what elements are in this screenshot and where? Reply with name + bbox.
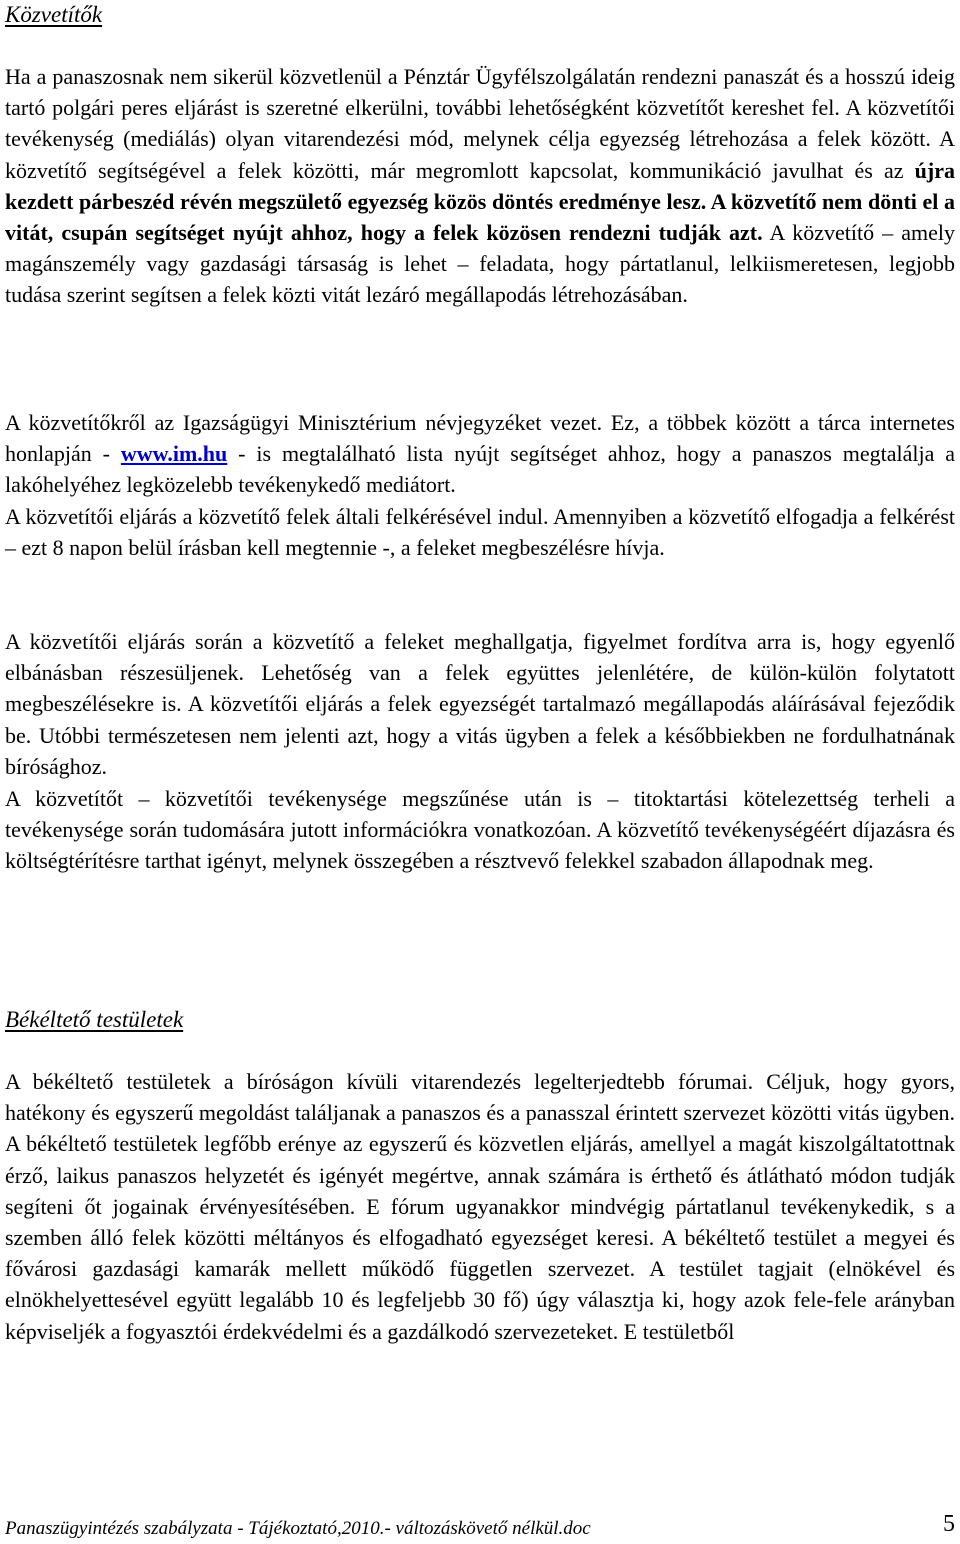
page-number: 5 bbox=[943, 1511, 955, 1537]
paragraph: A békéltető testületek a bíróságon kívüli vitarendezés legelterjedtebb fórumai. Céljuk, hogy gyors, hatékony és egyszerű megoldást találjanak a panaszos és a panasszal érintett szervezet közötti vitás ügyben. A békéltető testületek legfőbb erénye az egyszerű és közvetlen eljárás, amellyel a magát kiszolgáltatottnak érző, laikus panaszos helyzetét és igényét megértve, annak számára is érthető és átlátható módon tudják segíteni őt jogainak érvényesítésében. E fórum ugyanakkor mindvégig pártatlanul tevékenykedik, s a szemben álló felek közötti méltányos és elfogadható egyezséget keresi. A békéltető testület a megyei és fővárosi gazdasági kamarák mellett működő független szervezet. A testület tagjait (elnökével és elnökhelyettesével együtt legalább 10 és legfeljebb 30 fő) úgy választja ki, hogy azok fele-fele arányban képviseljék a fogyasztói érdekvédelmi és a gazdálkodó szervezeteket. E testületből bbox=[5, 1069, 955, 1344]
paragraph bbox=[5, 407, 955, 501]
paragraph: A közvetítőt – közvetítői tevékenysége megszűnése után is – titoktartási kötelezettség terheli a tevékenysége során tudomására jutott információkra vonatkozóan. A közvetítő tevékenységéért díjazásra és költségtérítésre tarthat igényt, melynek összegében a résztvevő felekkel szabadon állapodnak meg. bbox=[5, 786, 955, 874]
paragraph-text: Ha a panaszosnak nem sikerül közvetlenül a Pénztár Ügyfélszolgálatán rendezni panaszát és a hosszú ideig tartó polgári peres eljárást is szeretné elkerülni, további lehetőségként közvetítőt kereshet fel. A közvetítői tevékenység (mediálás) olyan vitarendezési mód, melynek célja egyezség létrehozása a felek között. A közvetítő segítségével a felek közötti, már megromlott kapcsolat, kommunikáció javulhat és az bbox=[5, 64, 955, 183]
footer-filename: Panaszügyintézés szabályzata - Tájékoztató,2010.- változáskövető nélkül.doc bbox=[5, 1518, 591, 1539]
paragraph: A közvetítői eljárás a közvetítő felek általi felkérésével indul. Amennyiben a közvetítő elfogadja a felkérést – ezt 8 napon belül írásban kell megtennie -, a feleket megbeszélésre hívja. bbox=[5, 504, 955, 561]
page-footer bbox=[5, 1509, 955, 1539]
paragraph: A közvetítői eljárás során a közvetítő a feleket meghallgatja, figyelmet fordítva arra is, hogy egyenlő elbánásban részesüljenek. Lehetőség van a felek együttes jelenlétére, de külön-külön folytatott megbeszélésekre is. A közvetítői eljárás a felek egyezségét tartalmazó megállapodás aláírásával fejeződik be. Utóbbi természetesen nem jelenti azt, hogy a vitás ügyben a felek a későbbiekben ne fordulhatnának bírósághoz. bbox=[5, 629, 955, 779]
paragraph-bold-text: újra kezdett párbeszéd révén megszülető egyezség közös döntés eredménye lesz. A közvetítő nem dönti el a vitát, csupán segítséget nyújt ahhoz, hogy a felek közösen rendezni tudják azt. bbox=[5, 157, 955, 246]
section-heading-kozvetitok: Közvetítők bbox=[5, 2, 103, 27]
paragraph-text: - is megtalálható lista nyújt segítséget ahhoz, hogy a panaszos megtalálja a lakóhelyéhez legközelebb tevékenykedő mediátort. bbox=[5, 441, 955, 498]
paragraph-text: A közvetítő – amely magánszemély vagy gazdasági társaság is lehet – feladata, hogy pártatlanul, lelkiismeretesen, legjobb tudása szerint segítsen a felek közti vitát lezáró megállapodás létrehozásában. bbox=[5, 220, 955, 308]
section-heading-bekelteto-testuletek: Békéltető testületek bbox=[5, 1007, 184, 1032]
im-website-link[interactable]: www.im.hu bbox=[120, 441, 228, 467]
paragraph-text: A közvetítőkről az Igazságügyi Minisztérium névjegyzéket vezet. Ez, a többek között a tárca internetes honlapján - bbox=[5, 410, 955, 467]
paragraph bbox=[5, 61, 955, 311]
